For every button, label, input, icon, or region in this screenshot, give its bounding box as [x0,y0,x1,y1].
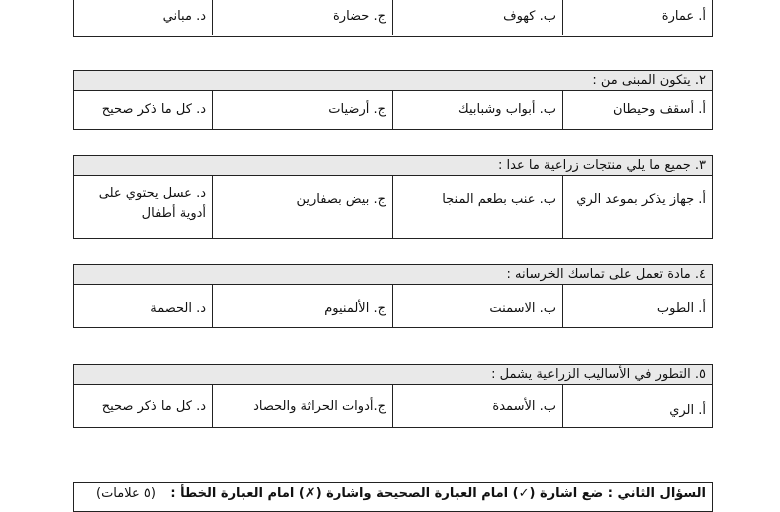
q5-option-b[interactable]: ب. الأسمدة [392,385,562,427]
question-1-options [73,0,713,37]
q4-option-b[interactable]: ب. الاسمنت [392,285,562,327]
section-2-header [73,482,713,512]
q1-option-b[interactable]: ب. كهوف [392,0,562,35]
q1-option-d[interactable]: د. مباني [162,9,206,24]
q4-text: ٤. مادة تعمل على تماسك الخرسانه : [74,265,712,285]
q2-option-b[interactable]: ب. أبواب وشبابيك [392,91,562,129]
q4-option-c[interactable]: ج. الألمنيوم [212,285,392,327]
q2-option-c[interactable]: ج. أرضيات [212,91,392,129]
q3-option-d[interactable]: د. عسل يحتوي على أدوية أطفال [98,186,206,221]
q3-option-c[interactable]: ج. بيض بصفارين [212,176,392,238]
q2-text: ٢. يتكون المبنى من : [74,71,712,91]
q5-option-d[interactable]: د. كل ما ذكر صحيح [101,399,206,414]
q5-option-c[interactable]: ج.أدوات الحراثة والحصاد [212,385,392,427]
q3-option-a[interactable]: أ. جهاز يذكر بموعد الري [562,176,712,238]
section-2-marks: (٥ علامات) [96,486,156,501]
q3-text: ٣. جميع ما يلي منتجات زراعية ما عدا : [74,156,712,176]
section-2-title: السؤال الثاني : ضع اشارة (✓) امام العبارة الصحيحة واشارة (✗) امام العبارة الخطأ : [170,486,706,501]
q5-text: ٥. التطور في الأساليب الزراعية يشمل : [74,365,712,385]
q2-option-a[interactable]: أ. أسقف وحيطان [562,91,712,129]
q1-option-c[interactable]: ج. حضارة [212,0,392,35]
q3-option-b[interactable]: ب. عنب بطعم المنجا [392,176,562,238]
q4-option-a[interactable]: أ. الطوب [562,285,712,327]
q4-option-d[interactable]: د. الحصمة [150,301,206,316]
question-5 [73,364,713,428]
q5-option-a[interactable]: أ. الري [562,385,712,427]
q1-option-a[interactable]: أ. عمارة [562,0,712,35]
question-4 [73,264,713,328]
q2-option-d[interactable]: د. كل ما ذكر صحيح [101,102,206,117]
question-3 [73,155,713,239]
question-2 [73,70,713,130]
